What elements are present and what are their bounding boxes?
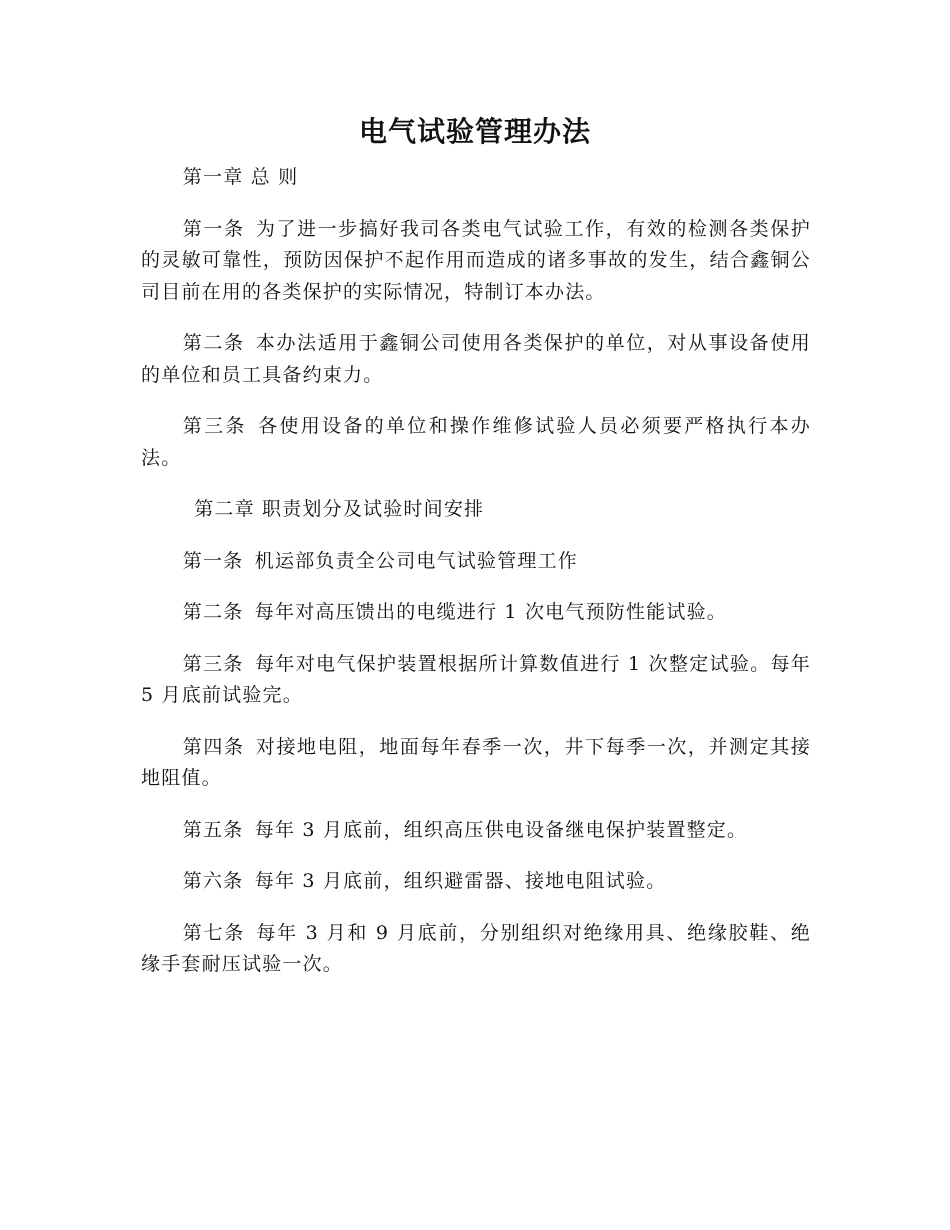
chapter-2-article-7 (141, 918, 811, 981)
chapter-1-article-2 (141, 328, 811, 391)
article-text: 对接地电阻，地面每年春季一次，井下每季一次，并测定其接地阻值。 (141, 735, 811, 789)
chapter-1-article-3 (141, 411, 811, 474)
document-body (141, 162, 811, 1001)
article-label: 第三条 (182, 652, 244, 675)
article-label: 第四条 (182, 735, 245, 758)
article-label: 第六条 (182, 870, 244, 892)
article-text: 每年 3 月和 9 月底前，分别组织对绝缘用具、绝缘胶鞋、绝缘手套耐压试验一次。 (141, 921, 811, 975)
chapter-2-article-6 (141, 866, 811, 898)
article-label: 第一条 (182, 549, 244, 572)
chapter-2-article-5 (141, 815, 811, 847)
article-text: 本办法适用于鑫铜公司使用各类保护的单位，对从事设备使用的单位和员工具备约束力。 (141, 332, 811, 386)
article-label: 第二条 (182, 601, 244, 623)
article-text: 每年 3 月底前，组织高压供电设备继电保护装置整定。 (254, 818, 748, 841)
article-label: 第五条 (182, 818, 244, 841)
article-text: 各使用设备的单位和操作维修试验人员必须要严格执行本办法。 (141, 415, 811, 469)
article-label: 第二条 (182, 332, 245, 354)
article-text: 每年 3 月底前，组织避雷器、接地电阻试验。 (254, 870, 667, 892)
document-title: 电气试验管理办法 (358, 115, 591, 148)
chapter-2-heading: 第二章 职责划分及试验时间安排 (194, 498, 485, 520)
chapter-1-article-1 (141, 214, 811, 309)
chapter-2-article-4 (141, 732, 811, 795)
article-text: 机运部负责全公司电气试验管理工作 (254, 549, 578, 572)
article-text: 为了进一步搞好我司各类电气试验工作，有效的检测各类保护的灵敏可靠性，预防因保护不起作用而造成的诸多事故的发生，结合鑫铜公司目前在用的各类保护的实际情况，特制订本办法。 (141, 217, 811, 303)
article-text: 每年对电气保护装置根据所计算数值进行 1 次整定试验。每年 5 月底前试验完。 (141, 652, 811, 706)
chapter-2-article-1 (141, 546, 811, 578)
chapter-2-article-3 (141, 649, 811, 712)
article-label: 第七条 (182, 921, 245, 944)
chapter-2-article-2 (141, 597, 811, 629)
article-label: 第三条 (182, 415, 247, 437)
chapter-1-heading: 第一章 总 则 (182, 166, 299, 188)
article-label: 第一条 (182, 217, 245, 240)
article-text: 每年对高压馈出的电缆进行 1 次电气预防性能试验。 (254, 601, 727, 623)
